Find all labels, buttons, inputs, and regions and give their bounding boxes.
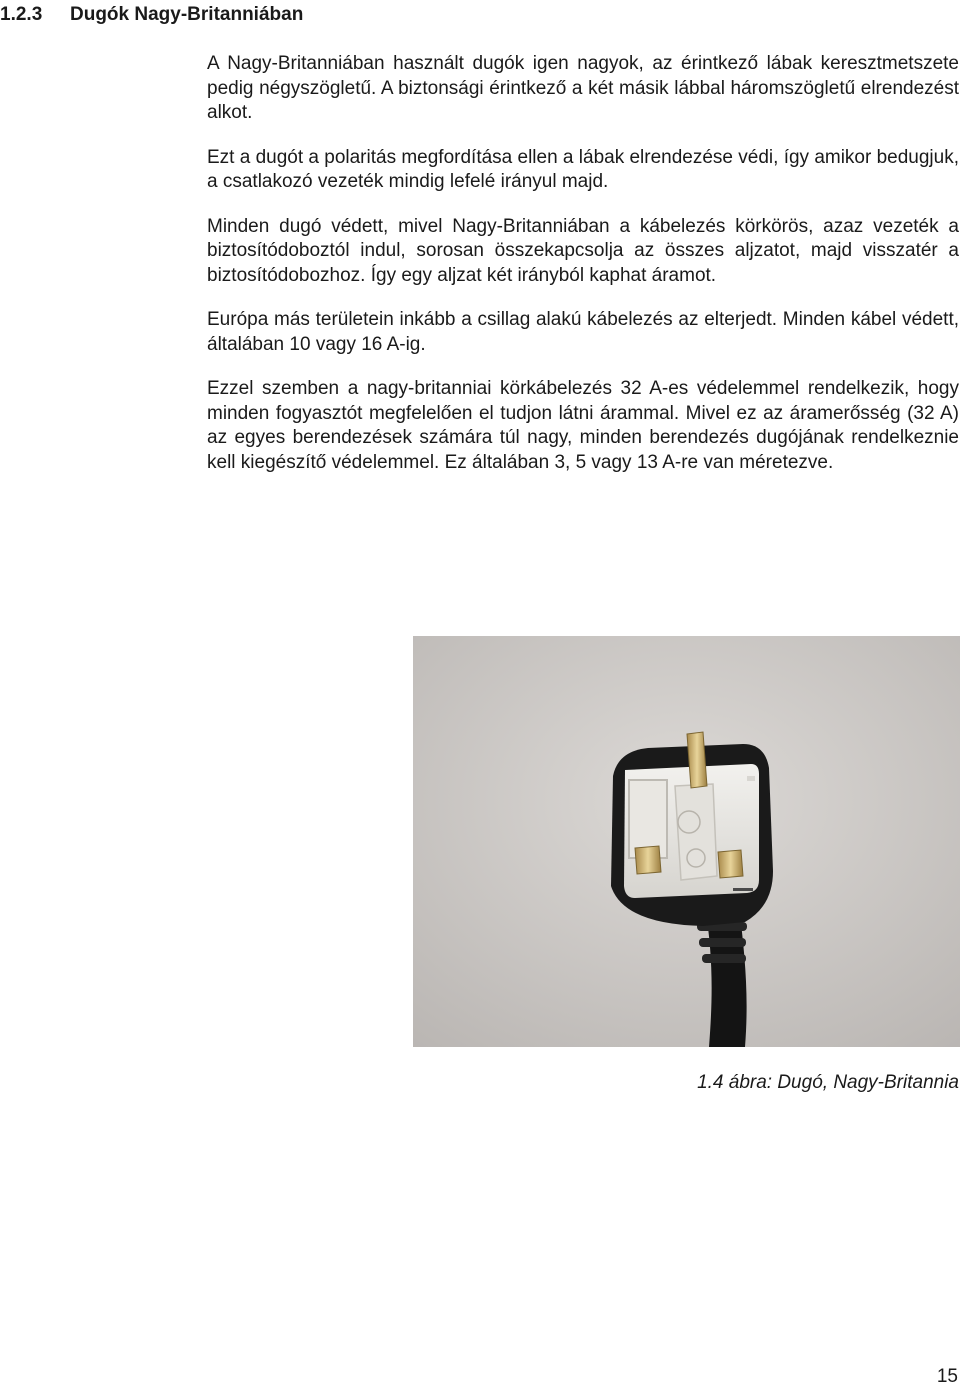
page-number: 15 — [936, 1366, 958, 1387]
plug-photo — [413, 636, 960, 1047]
section-number: 1.2.3 — [0, 4, 43, 25]
paragraph-1: A Nagy-Britanniában használt dugók igen nagyok, az érintkező lábak keresztmetszete pedig négyszögletű. A biztonsági érintkező a két másik lábbal háromszögletű elrendezést alkot. — [207, 53, 959, 123]
section-title: Dugók Nagy-Britanniában — [70, 4, 304, 25]
uk-plug-image — [413, 636, 960, 1047]
paragraph-2: Ezt a dugót a polaritás megfordítása ellen a lábak elrendezése védi, így amikor bedugjuk, a csatlakozó vezeték mindig lefelé irányul majd. — [207, 146, 960, 192]
paragraph-4: Európa más területein inkább a csillag alakú kábelezés az elterjedt. Minden kábel védett, általában 10 vagy 16 A-ig. — [207, 309, 959, 355]
figure-caption: 1.4 ábra: Dugó, Nagy-Britannia — [697, 1072, 959, 1093]
body-text — [207, 52, 959, 495]
section-heading — [0, 2, 303, 28]
paragraph-3: Minden dugó védett, mivel Nagy-Britanniában a kábelezés körkörös, azaz vezeték a biztosítódoboztól indul, sorosan összekapcsolja az összes aljzatot, majd visszatér a biztosítódobozhoz. Így egy aljzat két irányból kaphat áramot. — [207, 215, 959, 286]
paragraph-5: Ezzel szemben a nagy-britanniai körkábelezés 32 A-es védelemmel rendelkezik, hogy minden fogyasztót megfelelően el tudjon látni árammal. Mivel ez az áramerősség (32 A) az egyes berendezések számára túl nagy, minden berendezés dugójának rendelkeznie kell kiegészítő védelemmel. Ez általában 3, 5 vagy 13 A-re van méretezve. — [207, 378, 959, 473]
